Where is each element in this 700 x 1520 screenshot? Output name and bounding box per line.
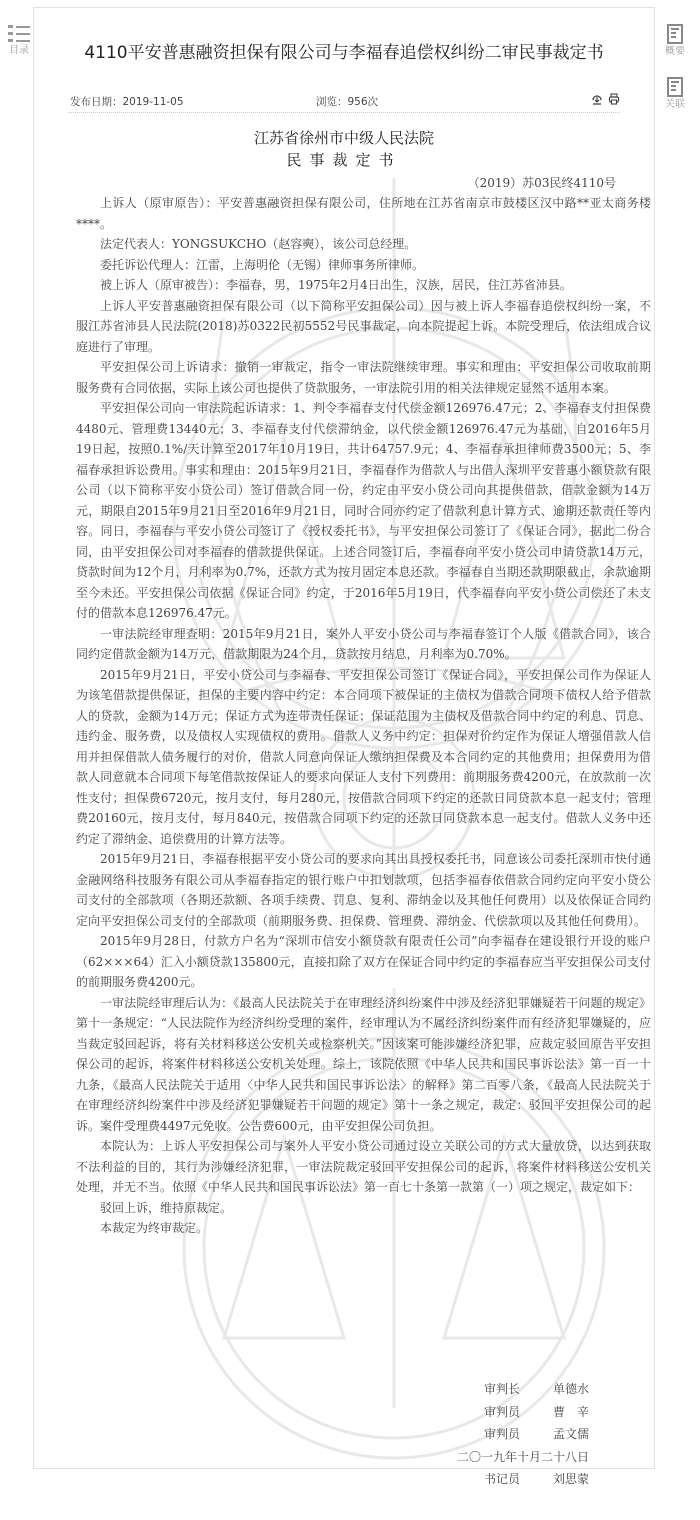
toc-label: 目录	[9, 45, 29, 56]
ruling: 本裁定为终审裁定。	[100, 1221, 209, 1235]
related-button[interactable]	[660, 77, 690, 111]
paragraph: 本院认为：上诉人平安担保公司与案外人平安小贷公司通过设立关联公司的方式大量放贷，以达到获取不法利益的目的，其行为涉嫌经济犯罪，一审法院裁定驳回平安担保公司的起诉，将案件材料移送公安机关处理，并无不当。依照《中华人民共和国民事诉讼法》第一百七十条第一款第（一）项之规定，裁定如下：	[76, 1139, 651, 1194]
document-card	[33, 7, 655, 1486]
paragraph: 一审法院经审理后认为：《最高人民法院关于在审理经济纠纷案件中涉及经济犯罪嫌疑若干问题的规定》第十一条规定：“人民法院作为经济纠纷受理的案件，经审理认为不属经济纠纷案件而有经济犯罪嫌疑的，应当裁定驳回起诉，将有关材料移送公安机关或检察机关。”因该案可能涉嫌经济犯罪，应裁定驳回原告平安担保公司的起诉，将案件材料移送公安机关处理。综上，该院依照《中华人民共和国民事诉讼法》第一百一十九条，《最高人民法院关于适用〈中华人民共和国民事诉讼法〉的解释》第二百零八条，《最高人民法院关于在审理经济纠纷案件中涉及经济犯罪嫌疑若干问题的规定》第十一条之规定，裁定：驳回平安担保公司的起诉。案件受理费4497元免收。公告费600元，由平安担保公司负担。	[76, 995, 651, 1133]
paragraph: 上诉人（原审原告）：平安普惠融资担保有限公司，住所地在江苏省南京市鼓楼区汉中路**亚太商务楼****。	[76, 196, 651, 231]
summary-label: 概要	[665, 46, 685, 57]
related-label: 关联	[665, 99, 685, 110]
signature-name: 孟文儒	[552, 1427, 589, 1441]
signature-row	[457, 1378, 589, 1401]
document-icon	[667, 24, 683, 44]
signature-role: 审判员	[484, 1404, 521, 1419]
paragraph: 一审法院经审理查明：2015年9月21日，案外人平安小贷公司与李福春签订个人版《借款合同》，该合同约定借款金额为14万元，借款期限为24个月，贷款按月结息，月利率为0.70%。	[76, 626, 651, 661]
signature-role: 书记员	[484, 1472, 521, 1486]
page-title: 4110平安普惠融资担保有限公司与李福春追偿权纠纷二审民事裁定书	[84, 43, 604, 63]
document-body	[76, 193, 651, 1239]
signature-name: 曹 辛	[552, 1404, 589, 1419]
ruling: 驳回上诉，维持原裁定。	[100, 1200, 233, 1215]
document-meta	[68, 94, 620, 113]
print-icon[interactable]	[608, 93, 620, 105]
paragraph: 2015年9月21日，李福春根据平安小贷公司的要求向其出具授权委托书，同意该公司委托深圳市快付通金融网络科技服务有限公司从李福春指定的银行账户中扣划款项，包括李福春依借款合同约定向平安小贷公司支付的全部款项（各期还款额、各项手续费、罚息、复利、滞纳金以及其他任何费用）以及依保证合同约定向平安担保公司支付的全部款项（前期服务费、担保费、管理费、滞纳金、代偿款项以及其他任何费用）。	[76, 852, 651, 928]
signature-row	[457, 1423, 589, 1446]
court-name: 江苏省徐州市中级人民法院	[253, 129, 434, 147]
signature-role: 审判员	[484, 1427, 521, 1441]
document-icon	[667, 77, 683, 97]
signature-block	[457, 1378, 589, 1491]
paragraph: 被上诉人（原审被告）：李福春，男，1975年2月4日出生，汉族，居民，住江苏省沛县。	[100, 278, 572, 292]
paragraph: 平安担保公司向一审法院起诉请求：1、判令李福春支付代偿金额126976.47元；2、李福春支付担保费4480元、管理费13440元；3、李福春支付代偿滞纳金，以代偿金额126976.47元为基础，自2016年5月19日起，按照0.1%/天计算至2017年10月19日，共计64757.9元；4、李福春承担律师费3500元；5、李福春承担诉讼费用。事实和理由：2015年9月21日，李福春作为借款人与出借人深圳平安普惠小额贷款有限公司（以下简称平安小贷公司）签订借款合同一份，约定由平安小贷公司向其提供借款，借款金额为14万元，期限自2015年9月21日至2016年9月21日，同时合同亦约定了借款利息计算方式、逾期还款责任等内容。同日，李福春与平安小贷公司签订了《授权委托书》，与平安担保公司签订了《保证合同》，据此二份合同，由平安担保公司对李福春的借款提供保证。上述合同签订后，李福春向平安小贷公司申请贷款14万元，贷款时间为12个月，月利率为0.7%，还款方式为按月固定本息还款。李福春自当期还款期限截止，余款逾期至今未还。平安担保公司依据《保证合同》约定，于2016年5月19日，代李福春向平安小贷公司偿还了未支付的借款本息126976.47元。	[76, 401, 651, 620]
summary-button[interactable]	[660, 24, 690, 58]
paragraph: 上诉人平安普惠融资担保有限公司（以下简称平安担保公司）因与被上诉人李福春追偿权纠纷一案，不服江苏省沛县人民法院(2018)苏0322民初5552号民事裁定，向本院提起上诉。本院受理后，依法组成合议庭进行了审理。	[76, 298, 651, 354]
paragraph: 2015年9月28日，付款方户名为“深圳市信安小额贷款有限责任公司”向李福春在建设银行开设的账户（62×××64）汇入小额贷款135800元，直接扣除了双方在保证合同中约定的李福春应当平安担保公司支付的前期服务费4200元。	[76, 934, 651, 989]
signature-name: 单德水	[552, 1382, 589, 1396]
numbered-list-icon	[8, 24, 30, 43]
paragraph: 委托诉讼代理人：江雷，上海明伦（无锡）律师事务所律师。	[100, 257, 425, 272]
view-count: 浏览：956次	[316, 96, 379, 108]
signature-name: 刘思蒙	[552, 1472, 589, 1486]
ruling-date-row	[457, 1446, 589, 1469]
toc-button[interactable]	[6, 24, 32, 57]
publish-date: 发布日期：2019-11-05	[70, 96, 184, 108]
download-icon[interactable]	[591, 93, 603, 105]
signature-row	[457, 1468, 589, 1491]
paragraph: 法定代表人：YONGSUKCHO（赵容奭），该公司总经理。	[100, 237, 417, 251]
ruling-date: 二〇一九年十月二十八日	[456, 1449, 589, 1464]
paragraph: 2015年9月21日，平安小贷公司与李福春、平安担保公司签订《保证合同》，平安担保公司作为保证人为该笔借款提供保证，担保的主要内容中约定：本合同项下被保证的主债权为借款合同项下债权人给予借款人的贷款，金额为14万元；保证方式为连带责任保证；保证范围为主债权及借款合同中约定的利息、罚息、违约金、服务费，以及债权人实现债权的费用。借款人义务中约定：担保对价约定作为保证人增强借款人信用并担保借款人债务履行的对价，借款人同意向保证人缴纳担保费及本合同约定的其他费用；担保费用为借款人同意就本合同项下每笔借款按保证人的要求向保证人支付下列费用：前期服务费4200元，在放款前一次性支付；担保费6720元，按月支付，每月280元，按借款合同项下约定的还款日同贷款本息一起支付；管理费20160元，按月支付，每月840元，按借款合同项下约定的还款日同贷款本息一起支付。借款人义务中还约定了滞纳金、追偿费用的计算方法等。	[76, 667, 651, 846]
signature-row	[457, 1401, 589, 1424]
signature-role: 审判长	[484, 1382, 521, 1396]
document-type: 民事裁定书	[286, 151, 402, 169]
paragraph: 平安担保公司上诉请求：撤销一审裁定，指令一审法院继续审理。事实和理由：平安担保公司收取前期服务费有合同依据，实际上该公司也提供了贷款服务，一审法院引用的相关法律规定显然不适用本案。	[76, 360, 651, 395]
case-number: （2019）苏03民终4110号	[467, 176, 616, 190]
